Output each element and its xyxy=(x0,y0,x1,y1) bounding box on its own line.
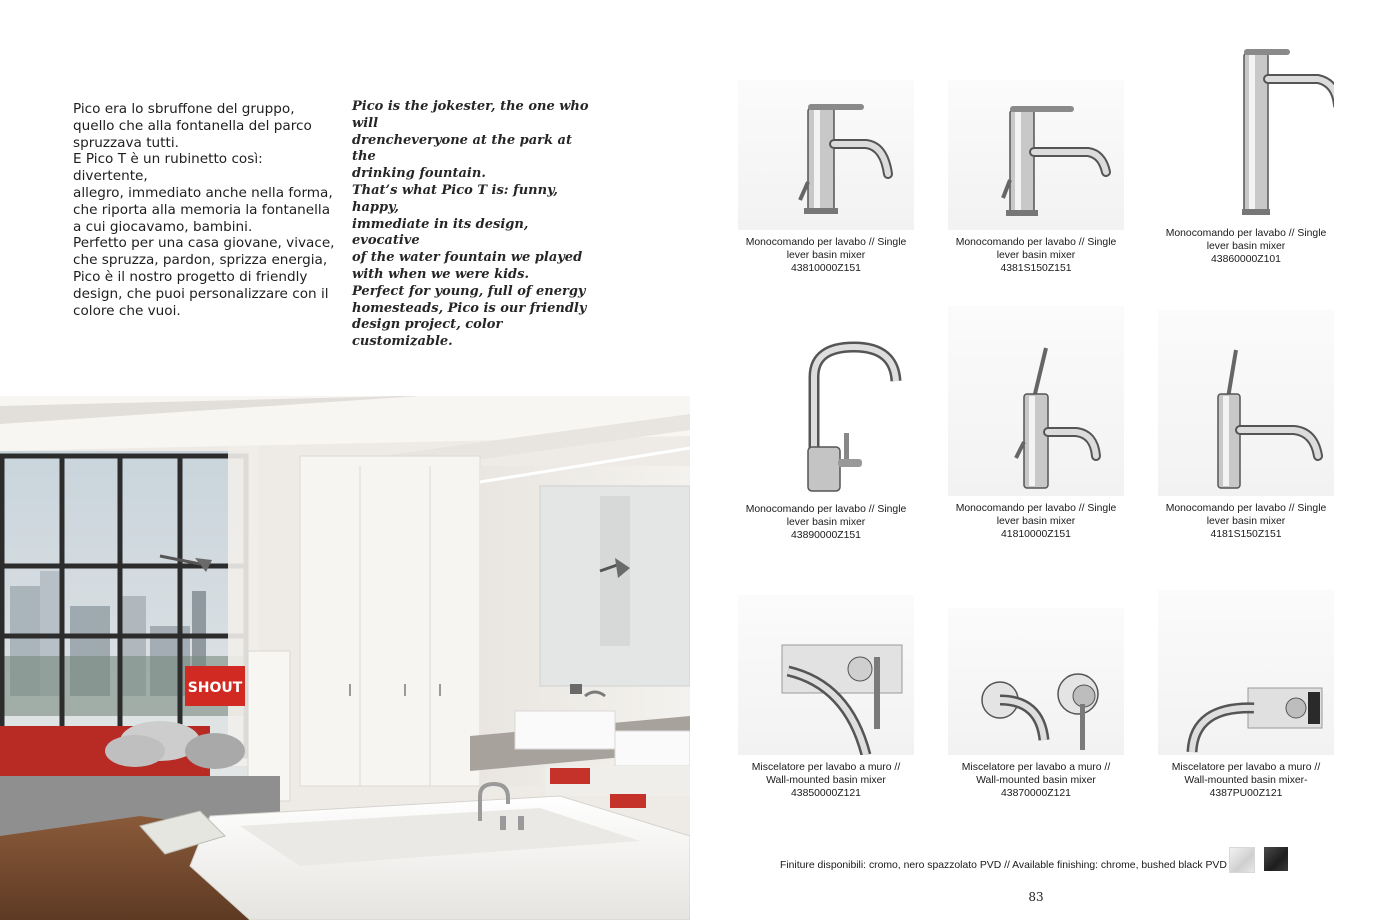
intro-it-line: a cui giocavamo, bambini. xyxy=(73,218,253,235)
product-image xyxy=(738,337,914,497)
bathroom-bedroom-photo xyxy=(0,396,690,920)
product-caption xyxy=(721,761,931,800)
intro-en-line: drinking fountain. xyxy=(352,166,486,182)
product-name-line: Monocomando per lavabo // Single xyxy=(955,237,1117,248)
product-card xyxy=(931,608,1141,800)
product-name-line: Monocomando per lavabo // Single xyxy=(745,237,907,248)
product-name-line: Monocomando per lavabo // Single xyxy=(1165,503,1327,514)
product-name-line: Wall-mounted basin mixer xyxy=(976,775,1096,786)
product-name-line: lever basin mixer xyxy=(996,250,1076,261)
product-caption xyxy=(1141,502,1351,541)
product-code: 43860000Z101 xyxy=(1211,254,1281,265)
product-name-line: lever basin mixer xyxy=(786,250,866,261)
intro-en-line: of the water fountain we played xyxy=(352,250,583,266)
intro-it-line: colore che vuoi. xyxy=(73,302,181,319)
product-card xyxy=(721,595,931,800)
product-caption xyxy=(1141,227,1351,266)
intro-en-line: drencheveryone at the park at the xyxy=(352,132,572,165)
wall-mixer-separate-icon xyxy=(948,608,1124,755)
intro-it-line: Pico è il nostro progetto di friendly xyxy=(73,268,308,285)
intro-en-line: design project, color customizable. xyxy=(352,317,503,350)
wall-mixer-plate-icon xyxy=(738,595,914,755)
finishes-note: Finiture disponibili: cromo, nero spazzolato PVD // Available finishing: chrome, bushed black PVD xyxy=(780,860,1227,871)
intro-it-line: allegro, immediato anche nella forma, xyxy=(73,184,333,201)
product-code: 43810000Z151 xyxy=(791,263,861,274)
product-caption xyxy=(931,236,1141,275)
product-code: 4387PU00Z121 xyxy=(1209,788,1283,799)
tall-basin-mixer-icon xyxy=(1158,45,1334,221)
basin-mixer-long-spout-icon xyxy=(948,80,1124,230)
product-card xyxy=(931,80,1141,275)
product-card xyxy=(721,337,931,542)
wall-mixer-small-plate-icon xyxy=(1158,590,1334,755)
intro-it-line: Perfetto per una casa giovane, vivace, xyxy=(73,235,335,252)
product-caption xyxy=(931,502,1141,541)
product-image xyxy=(948,608,1124,755)
intro-it-line: che riporta alla memoria la fontanella xyxy=(73,201,331,218)
short-basin-mixer-icon xyxy=(738,80,914,230)
finish-swatch-brushed-black xyxy=(1264,847,1288,871)
intro-en-line: immediate in its design, evocative xyxy=(352,216,529,249)
product-name-line: Wall-mounted basin mixer xyxy=(766,775,886,786)
product-name-line: Monocomando per lavabo // Single xyxy=(745,504,907,515)
product-caption xyxy=(1141,761,1351,800)
product-card xyxy=(1141,45,1351,266)
page-number: 83 xyxy=(1028,890,1044,904)
product-caption xyxy=(931,761,1141,800)
intro-en-line: homesteads, Pico is our friendly xyxy=(352,300,587,316)
product-name-line: lever basin mixer xyxy=(1206,241,1286,252)
product-card xyxy=(721,80,931,275)
product-image xyxy=(1158,310,1334,496)
intro-text-english xyxy=(352,99,592,351)
intro-it-line: che spruzza, pardon, sprizza energia, xyxy=(73,252,328,269)
pico-t-mixer-icon xyxy=(948,306,1124,496)
product-name-line: lever basin mixer xyxy=(1206,516,1286,527)
product-name-line: lever basin mixer xyxy=(996,516,1076,527)
product-name-line: Monocomando per lavabo // Single xyxy=(1165,228,1327,239)
swan-neck-mixer-icon xyxy=(738,337,914,497)
intro-it-line: spruzzava tutti. xyxy=(73,134,179,151)
finish-swatch-chrome xyxy=(1229,847,1255,873)
product-card xyxy=(1141,590,1351,800)
product-code: 43870000Z121 xyxy=(1001,788,1071,799)
product-name-line: Miscelatore per lavabo a muro // xyxy=(1171,762,1321,773)
intro-text-italian xyxy=(73,101,335,319)
intro-en-line: with when we were kids. xyxy=(352,266,529,282)
intro-it-line: design, che puoi personalizzare con il xyxy=(73,285,329,302)
product-name-line: Monocomando per lavabo // Single xyxy=(955,503,1117,514)
intro-it-line: Pico era lo sbruffone del gruppo, xyxy=(73,101,295,117)
product-image xyxy=(1158,590,1334,755)
product-code: 41810000Z151 xyxy=(1001,529,1071,540)
product-card xyxy=(931,306,1141,541)
product-code: 43890000Z151 xyxy=(791,530,861,541)
product-name-line: Wall-mounted basin mixer- xyxy=(1184,775,1308,786)
intro-it-line: quello che alla fontanella del parco xyxy=(73,117,312,134)
product-image xyxy=(1158,45,1334,221)
product-name-line: Miscelatore per lavabo a muro // xyxy=(751,762,901,773)
product-code: 4181S150Z151 xyxy=(1210,529,1282,540)
product-image xyxy=(738,80,914,230)
product-image xyxy=(948,306,1124,496)
pico-t-mixer-long-spout-icon xyxy=(1158,310,1334,496)
product-caption xyxy=(721,236,931,275)
product-image xyxy=(738,595,914,755)
product-card xyxy=(1141,310,1351,541)
intro-en-line: That’s what Pico T is: funny, happy, xyxy=(352,182,558,215)
product-name-line: Miscelatore per lavabo a muro // xyxy=(961,762,1111,773)
product-image xyxy=(948,80,1124,230)
intro-en-line: Pico is the jokester, the one who will xyxy=(352,99,589,131)
room-sign-text: SHOUT xyxy=(187,680,243,696)
product-caption xyxy=(721,503,931,542)
intro-en-line: Perfect for young, full of energy xyxy=(352,283,586,299)
product-code: 4381S150Z151 xyxy=(1000,263,1072,274)
intro-it-line: E Pico T è un rubinetto così: divertente, xyxy=(73,151,263,185)
product-code: 43850000Z121 xyxy=(791,788,861,799)
product-name-line: lever basin mixer xyxy=(786,517,866,528)
